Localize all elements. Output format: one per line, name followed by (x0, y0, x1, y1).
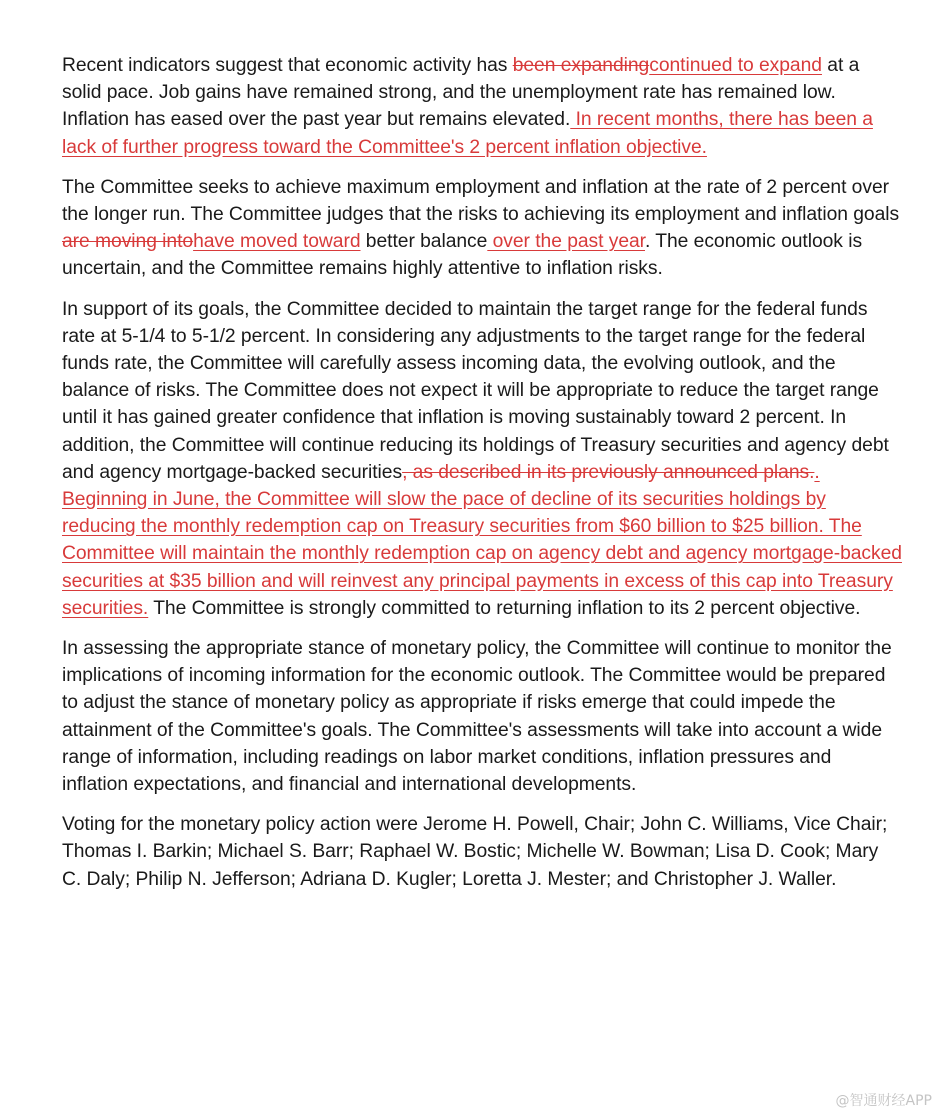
paragraph-committee-goals (62, 174, 902, 283)
text-segment: . The economic outlook is uncertain, and the Committee remains highly attentive to inflation risks. (62, 231, 863, 280)
text-segment: better balance (360, 231, 488, 253)
inserted-text: have moved toward (193, 231, 361, 253)
paragraph-economic-activity (62, 52, 902, 161)
text-segment: In assessing the appropriate stance of monetary policy, the Committee will continue to monitor the implications of incoming information for the economic outlook. The Committee would be prepared to adjust the stance of monetary policy as appropriate if risks emerge that could impede the attainment of the Committee's goals. The Committee's assessments will take into account a wide range of information, including readings on labor market conditions, inflation pressures and inflation expectations, and financial and international developments. (62, 638, 892, 796)
inserted-text: In recent months, there has been a lack of further progress toward the Committee's 2 percent inflation objective. (62, 109, 873, 158)
paragraph-policy-stance (62, 635, 902, 798)
paragraph-voting-members (62, 811, 902, 893)
document-body (62, 52, 902, 906)
inserted-text: continued to expand (649, 55, 822, 76)
text-segment: at a solid pace. Job gains have remained strong, and the unemployment rate has remained low. Inflation has eased over the past year but remains elevated. (62, 55, 860, 131)
inserted-text: . Beginning in June, the Committee will slow the pace of decline of its securities holdings by reducing the monthly redemption cap on Treasury securities from $60 billion to $25 billion. The Committee will maintain the monthly redemption cap on agency debt and agency mortgage-backed securities at $35 billion and will reinvest any principal payments in excess of this cap into Treasury securities. (62, 461, 902, 619)
deleted-text: are moving into (62, 231, 194, 253)
text-segment: In support of its goals, the Committee decided to maintain the target range for the federal funds rate at 5-1/4 to 5-1/2 percent. In considering any adjustments to the target range for the federal funds rate, the Committee will carefully assess incoming data, the evolving outlook, and the balance of risks. The Committee does not expect it will be appropriate to reduce the target range until it has gained greater confidence that inflation is moving sustainably toward 2 percent. In addition, the Committee will continue reducing its holdings of Treasury securities and agency debt and agency mortgage-backed securities (62, 298, 889, 483)
inserted-text: over the past year (487, 231, 645, 253)
text-segment: The Committee is strongly committed to returning inflation to its 2 percent objective. (148, 597, 861, 619)
text-segment: Recent indicators suggest that economic activity has (62, 55, 513, 76)
deleted-text: , as described in its previously announced plans. (402, 461, 815, 483)
watermark-text: @智通财经APP (835, 1093, 932, 1109)
text-segment: The Committee seeks to achieve maximum employment and inflation at the rate of 2 percent over the longer run. The Committee judges that the risks to achieving its employment and inflation goals (62, 176, 900, 226)
paragraph-policy-decision (62, 296, 902, 622)
deleted-text: been expanding (512, 55, 650, 76)
text-segment: Voting for the monetary policy action were Jerome H. Powell, Chair; John C. Williams, Vice Chair; Thomas I. Barkin; Michael S. Barr; Raphael W. Bostic; Michelle W. Bowman; Lisa D. Cook; Mary C. Daly; Philip N. Jefferson; Adriana D. Kugler; Loretta J. Mester; and Christopher J. Waller. (62, 814, 888, 890)
